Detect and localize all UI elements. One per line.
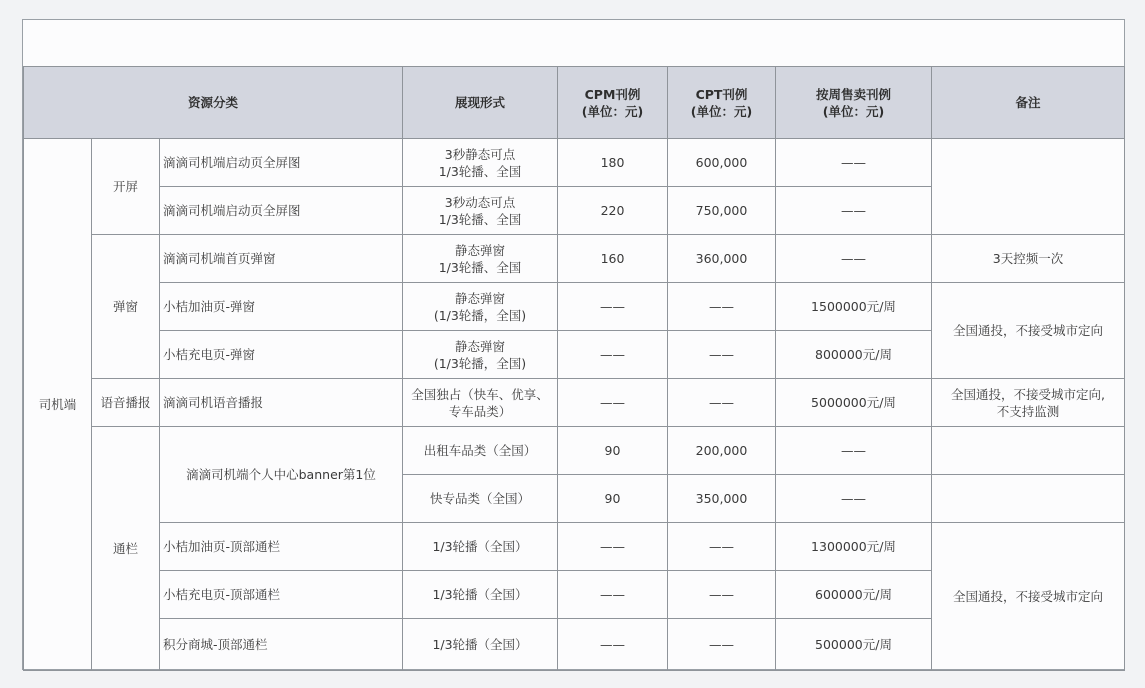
row-format: 静态弹窗 1/3轮播、全国 [403, 235, 558, 283]
row-cpt: —— [668, 571, 776, 619]
row-format: 1/3轮播（全国） [403, 619, 558, 671]
table-header-row [24, 67, 1125, 139]
row-name: 滴滴司机端启动页全屏图 [160, 187, 403, 235]
row-weekly: 1300000元/周 [776, 523, 932, 571]
row-format: 全国独占（快车、优享、 专车品类） [403, 379, 558, 427]
table-row [24, 379, 1125, 427]
row-format: 静态弹窗 (1/3轮播，全国) [403, 331, 558, 379]
header-cpm: CPM刊例 (单位：元) [558, 67, 668, 139]
row-format: 快专品类（全国） [403, 475, 558, 523]
remark-popup-home: 3天控频一次 [932, 235, 1125, 283]
table-row [24, 427, 1125, 475]
row-cpm: —— [558, 331, 668, 379]
row-cpt: —— [668, 331, 776, 379]
row-cpt: 360,000 [668, 235, 776, 283]
row-cpt: 600,000 [668, 139, 776, 187]
row-format: 静态弹窗 (1/3轮播，全国) [403, 283, 558, 331]
row-cpm: —— [558, 523, 668, 571]
row-weekly: 500000元/周 [776, 619, 932, 671]
row-name: 滴滴司机端启动页全屏图 [160, 139, 403, 187]
header-category: 资源分类 [24, 67, 403, 139]
row-weekly: —— [776, 475, 932, 523]
row-cpt: —— [668, 619, 776, 671]
pricing-table [23, 66, 1125, 671]
table-row [24, 283, 1125, 331]
row-name: 滴滴司机端首页弹窗 [160, 235, 403, 283]
row-format: 3秒动态可点 1/3轮播、全国 [403, 187, 558, 235]
row-name: 滴滴司机端个人中心banner第1位 [160, 427, 403, 523]
header-format: 展现形式 [403, 67, 558, 139]
row-weekly: 800000元/周 [776, 331, 932, 379]
row-name: 小桔充电页-弹窗 [160, 331, 403, 379]
subgroup-splash: 开屏 [92, 139, 160, 235]
remark-empty [932, 427, 1125, 475]
row-cpt: 350,000 [668, 475, 776, 523]
row-cpm: —— [558, 571, 668, 619]
row-weekly: 1500000元/周 [776, 283, 932, 331]
row-cpm: —— [558, 379, 668, 427]
remark-empty [932, 475, 1125, 523]
row-cpm: —— [558, 283, 668, 331]
subgroup-popup: 弹窗 [92, 235, 160, 379]
row-cpm: 180 [558, 139, 668, 187]
row-cpm: 160 [558, 235, 668, 283]
row-cpm: 90 [558, 427, 668, 475]
row-name: 小桔加油页-弹窗 [160, 283, 403, 331]
remark-banner-national: 全国通投，不接受城市定向 [932, 523, 1125, 671]
row-name: 积分商城-顶部通栏 [160, 619, 403, 671]
subgroup-banner: 通栏 [92, 427, 160, 671]
row-name: 滴滴司机语音播报 [160, 379, 403, 427]
remark-empty [932, 139, 1125, 235]
row-cpt: 200,000 [668, 427, 776, 475]
header-weekly: 按周售卖刊例 (单位：元) [776, 67, 932, 139]
row-cpt: —— [668, 523, 776, 571]
table-row [24, 235, 1125, 283]
row-weekly: —— [776, 427, 932, 475]
subgroup-voice: 语音播报 [92, 379, 160, 427]
row-weekly: 5000000元/周 [776, 379, 932, 427]
header-cpt: CPT刊例 (单位：元) [668, 67, 776, 139]
row-cpt: 750,000 [668, 187, 776, 235]
row-name: 小桔加油页-顶部通栏 [160, 523, 403, 571]
row-cpm: 220 [558, 187, 668, 235]
row-cpm: —— [558, 619, 668, 671]
row-weekly: 600000元/周 [776, 571, 932, 619]
row-format: 1/3轮播（全国） [403, 523, 558, 571]
table-row [24, 523, 1125, 571]
row-cpt: —— [668, 283, 776, 331]
remark-voice: 全国通投，不接受城市定向, 不支持监测 [932, 379, 1125, 427]
row-weekly: —— [776, 187, 932, 235]
remark-popup-national: 全国通投，不接受城市定向 [932, 283, 1125, 379]
row-format: 3秒静态可点 1/3轮播、全国 [403, 139, 558, 187]
table-row [24, 139, 1125, 187]
row-weekly: —— [776, 139, 932, 187]
group-label: 司机端 [24, 139, 92, 671]
row-format: 出租车品类（全国） [403, 427, 558, 475]
row-weekly: —— [776, 235, 932, 283]
row-format: 1/3轮播（全国） [403, 571, 558, 619]
row-cpm: 90 [558, 475, 668, 523]
document-sheet [22, 19, 1125, 670]
row-cpt: —— [668, 379, 776, 427]
row-name: 小桔充电页-顶部通栏 [160, 571, 403, 619]
header-remark: 备注 [932, 67, 1125, 139]
